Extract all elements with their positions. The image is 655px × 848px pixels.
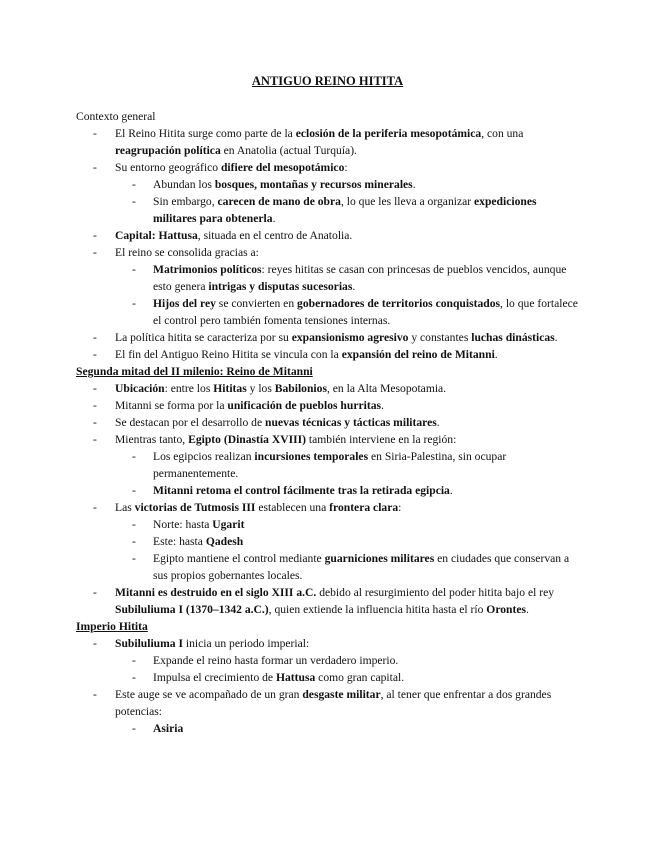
document-body [76,108,581,737]
bullet-dash: - [93,433,97,446]
bullet-dash: - [132,654,136,667]
bold-text: Capital: Hattusa [115,229,198,242]
list-item [76,414,581,431]
bullet-dash: - [93,586,97,599]
bold-text: unificación de pueblos hurritas [227,399,382,412]
bullet-dash: - [93,399,97,412]
bold-text: Subiluliuma I (1370–1342 a.C.) [115,603,269,616]
sub-list-item [76,261,581,295]
bullet-dash: - [132,195,136,208]
text-run: Impulsa el crecimiento de [153,671,276,684]
text-run: inicia un periodo imperial: [183,637,310,650]
text-run: : [344,161,348,174]
text-run: El reino se consolida gracias a: [115,246,259,259]
bullet-dash: - [93,416,97,429]
text-run: Norte: hasta [153,518,213,531]
text-run: también interviene en la región: [305,433,457,446]
section-heading: Segunda mitad del II milenio: Reino de Mitanni [76,365,313,378]
bold-text: guarniciones militares [324,552,435,565]
bold-text: expansión del reino de Mitanni [341,348,495,361]
text-run: . [494,348,498,361]
bold-text: Matrimonios políticos [153,263,262,276]
text-run: se convierten en [215,297,298,310]
bullet-dash: - [93,246,97,259]
bullet-dash: - [93,229,97,242]
list-item [76,584,581,618]
sub-list-item [76,295,581,329]
bold-text: luchas dinásticas [471,331,555,344]
bold-text: desgaste militar [302,688,381,701]
bold-text: Qadesh [205,535,244,548]
text-run: : reyes hititas se casan con princesas de pueblos vencidos, aunque esto genera [153,263,567,293]
text-run: La política hitita se caracteriza por su [115,331,292,344]
list-item [76,686,581,720]
bold-text: Asiria [153,722,184,735]
list-item [76,125,581,159]
bold-text: gobernadores de territorios conquistados [297,297,501,310]
text-run: Sin embargo, [153,195,218,208]
bullet-dash: - [93,501,97,514]
text-run: Abundan los [153,178,215,191]
text-run: en Anatolia (actual Turquía). [220,144,357,157]
text-run: Este auge se ve acompañado de un gran [115,688,303,701]
bold-text: expansionismo agresivo [291,331,409,344]
list-item [76,431,581,448]
text-run: Mitanni se forma por la [115,399,228,412]
bullet-dash: - [132,552,136,565]
bullet-dash: - [93,637,97,650]
bold-text: incursiones temporales [254,450,369,463]
list-item [76,380,581,397]
text-run: debido al resurgimiento del poder hitita bajo el rey [316,586,555,599]
text-run: . [436,416,440,429]
bold-text: Orontes [486,603,527,616]
text-run: . [412,178,416,191]
sub-list-item [76,176,581,193]
text-run: . [272,212,276,225]
sub-list-item [76,669,581,686]
list-item [76,635,581,652]
bullet-dash: - [132,722,136,735]
bullet-dash: - [132,484,136,497]
text-run: , al tener que enfrentar a dos grandes potencias: [115,688,552,718]
text-run: El Reino Hitita surge como parte de la [115,127,296,140]
bold-text: difiere del mesopotámico [220,161,345,174]
bold-text: Ugarit [212,518,245,531]
text-run: , quien extiende la influencia hitita hasta el río [268,603,487,616]
text-run: Los egipcios realizan [153,450,255,463]
sub-list-item [76,193,581,227]
sub-list-item [76,533,581,550]
text-run: Las [115,501,135,514]
bold-text: victorias de Tutmosis III [134,501,256,514]
text-run: Egipto mantiene el control mediante [153,552,325,565]
bullet-dash: - [93,348,97,361]
text-run: . [352,280,356,293]
bullet-dash: - [93,161,97,174]
bold-text: Ubicación [115,382,165,395]
sub-list-item [76,720,581,737]
bold-text: nuevas técnicas y tácticas militares [265,416,437,429]
bold-text: Subiluliuma I [115,637,183,650]
list-item [76,159,581,176]
bold-text: Babilonios [274,382,327,395]
text-run: , lo que les lleva a organizar [340,195,475,208]
text-run: y constantes [408,331,472,344]
bold-text: frontera clara [329,501,399,514]
text-run: . [449,484,453,497]
bold-text: carecen de mano de obra [217,195,341,208]
bullet-dash: - [132,518,136,531]
list-item [76,499,581,516]
bullet-dash: - [132,178,136,191]
text-run: , lo que fortalece el control pero también fomenta tensiones internas. [153,297,578,327]
text-run: y los [246,382,275,395]
bullet-dash: - [93,688,97,701]
bullet-dash: - [132,535,136,548]
sub-list-item [76,652,581,669]
section-heading: Contexto general [76,110,156,123]
section-heading: Imperio Hitita [76,620,148,633]
bold-text: Mitanni retoma el control fácilmente tras la retirada egipcia [153,484,450,497]
text-run: en ciudades que conservan a sus propios gobernantes locales. [153,552,570,582]
text-run: . [381,399,384,412]
bold-text: intrigas y disputas sucesorias [208,280,353,293]
bold-text: Mitanni es destruido en el siglo XIII a.C. [115,586,317,599]
text-run: : [398,501,402,514]
text-run: Mientras tanto, [115,433,189,446]
text-run: , con una [481,127,524,140]
bullet-dash: - [132,297,136,310]
bold-text: bosques, montañas y recursos minerales [214,178,413,191]
text-run: : entre los [164,382,214,395]
text-run: como gran capital. [315,671,405,684]
sub-list-item [76,482,581,499]
text-run: en Siria-Palestina, sin ocupar permanentemente. [153,450,507,480]
bold-text: Egipto (Dinastía XVIII) [188,433,306,446]
text-run: . [554,331,558,344]
text-run: establecen una [255,501,330,514]
text-run: , situada en el centro de Anatolia. [197,229,353,242]
list-item [76,244,581,261]
text-run: . [526,603,529,616]
text-run: Se destacan por el desarrollo de [115,416,266,429]
bullet-dash: - [93,382,97,395]
text-run: , en la Alta Mesopotamia. [326,382,447,395]
bullet-dash: - [132,671,136,684]
text-run: Este: hasta [153,535,206,548]
document-title: ANTIGUO REINO HITITA [251,74,404,88]
bold-text: Hititas [213,382,247,395]
sub-list-item [76,550,581,584]
bullet-dash: - [132,263,136,276]
bold-text: expediciones militares para obtenerla [153,195,537,225]
list-item [76,346,581,363]
bold-text: reagrupación política [115,144,221,157]
list-item [76,397,581,414]
bold-text: Hijos del rey [153,297,216,310]
text-run: El fin del Antiguo Reino Hitita se vincula con la [115,348,342,361]
text-run: Su entorno geográfico [115,161,221,174]
bold-text: eclosión de la periferia mesopotámica [295,127,482,140]
bullet-dash: - [132,450,136,463]
list-item [76,227,581,244]
sub-list-item [76,448,581,482]
sub-list-item [76,516,581,533]
bullet-dash: - [93,127,97,140]
bold-text: Hattusa [275,671,316,684]
bullet-dash: - [93,331,97,344]
text-run: Expande el reino hasta formar un verdadero imperio. [153,654,399,667]
list-item [76,329,581,346]
